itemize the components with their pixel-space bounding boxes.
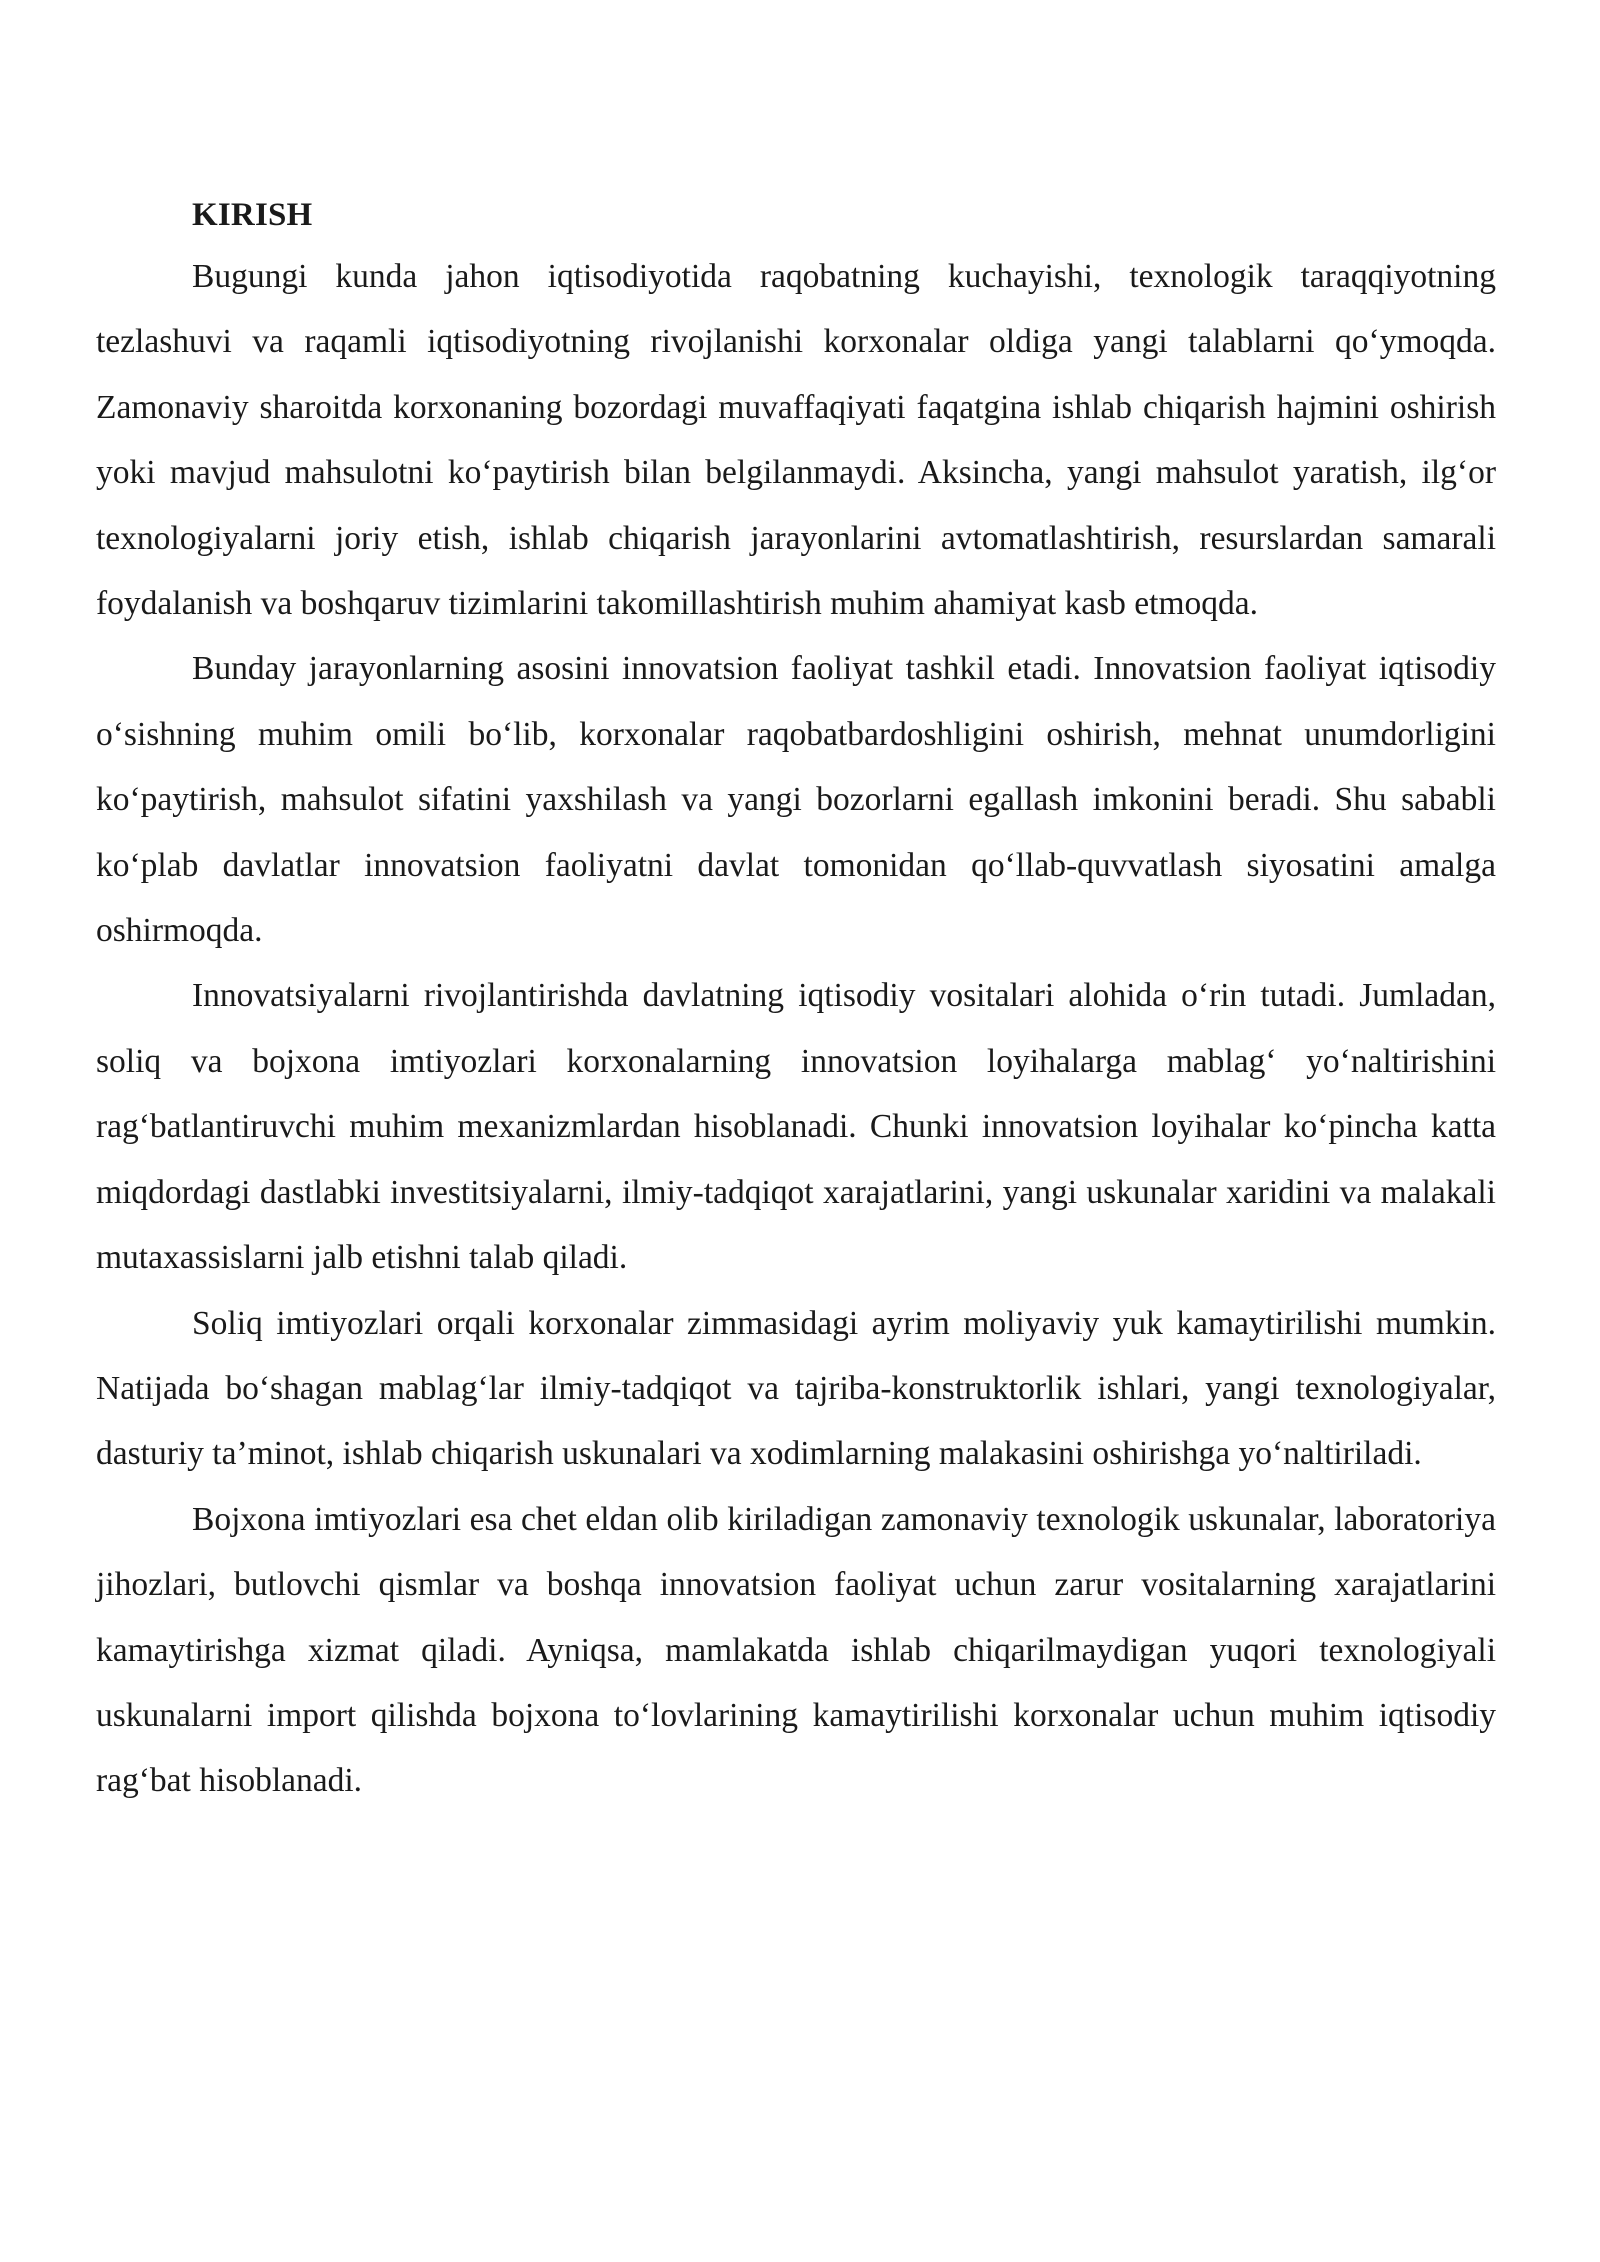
- paragraph-2: Bunday jarayonlarning asosini innovatsion faoliyat tashkil etadi. Innovatsion faoliyat iqtisodiy o‘sishning muhim omili bo‘lib, korxonalar raqobatbardoshligini oshirish, mehnat unumdorligini ko‘paytirish, mahsulot sifatini yaxshilash va yangi bozorlarni egallash imkonini beradi. Shu sababli ko‘plab davlatlar innovatsion faoliyatni davlat tomonidan qo‘llab-quvvatlash siyosatini amalga oshirmoqda.: [96, 650, 1496, 950]
- paragraph-3: Innovatsiyalarni rivojlantirishda davlatning iqtisodiy vositalari alohida o‘rin tutadi. Jumladan, soliq va bojxona imtiyozlari korxonalarning innovatsion loyihalarga mablag‘ yo‘naltirishini rag‘batlantiruvchi muhim mexanizmlardan hisoblanadi. Chunki innovatsion loyihalar ko‘pincha katta miqdordagi dastlabki investitsiyalarni, ilmiy-tadqiqot xarajatlarini, yangi uskunalar xaridini va malakali mutaxassislarni jalb etishni talab qiladi.: [96, 977, 1496, 1277]
- paragraph-4: Soliq imtiyozlari orqali korxonalar zimmasidagi ayrim moliyaviy yuk kamaytirilishi mumkin. Natijada bo‘shagan mablag‘lar ilmiy-tadqiqot va tajriba-konstruktorlik ishlari, yangi texnologiyalar, dasturiy ta’minot, ishlab chiqarish uskunalari va xodimlarning malakasini oshirishga yo‘naltiriladi.: [96, 1304, 1496, 1473]
- document-body: [96, 186, 1496, 1814]
- paragraph-1: Bugungi kunda jahon iqtisodiyotida raqobatning kuchayishi, texnologik taraqqiyotning tezlashuvi va raqamli iqtisodiyotning rivojlanishi korxonalar oldiga yangi talablarni qo‘ymoqda. Zamonaviy sharoitda korxonaning bozordagi muvaffaqiyati faqatgina ishlab chiqarish hajmini oshirish yoki mavjud mahsulotni ko‘paytirish bilan belgilanmaydi. Aksincha, yangi mahsulot yaratish, ilg‘or texnologiyalarni joriy etish, ishlab chiqarish jarayonlarini avtomatlashtirish, resurslardan samarali foydalanish va boshqaruv tizimlarini takomillashtirish muhim ahamiyat kasb etmoqda.: [96, 258, 1496, 623]
- paragraph-5: Bojxona imtiyozlari esa chet eldan olib kiriladigan zamonaviy texnologik uskunalar, laboratoriya jihozlari, butlovchi qismlar va boshqa innovatsion faoliyat uchun zarur vositalarning xarajatlarini kamaytirishga xizmat qiladi. Ayniqsa, mamlakatda ishlab chiqarilmaydigan yuqori texnologiyali uskunalarni import qilishda bojxona to‘lovlarining kamaytirilishi korxonalar uchun muhim iqtisodiy rag‘bat hisoblanadi.: [96, 1500, 1496, 1800]
- section-heading: KIRISH: [192, 197, 313, 233]
